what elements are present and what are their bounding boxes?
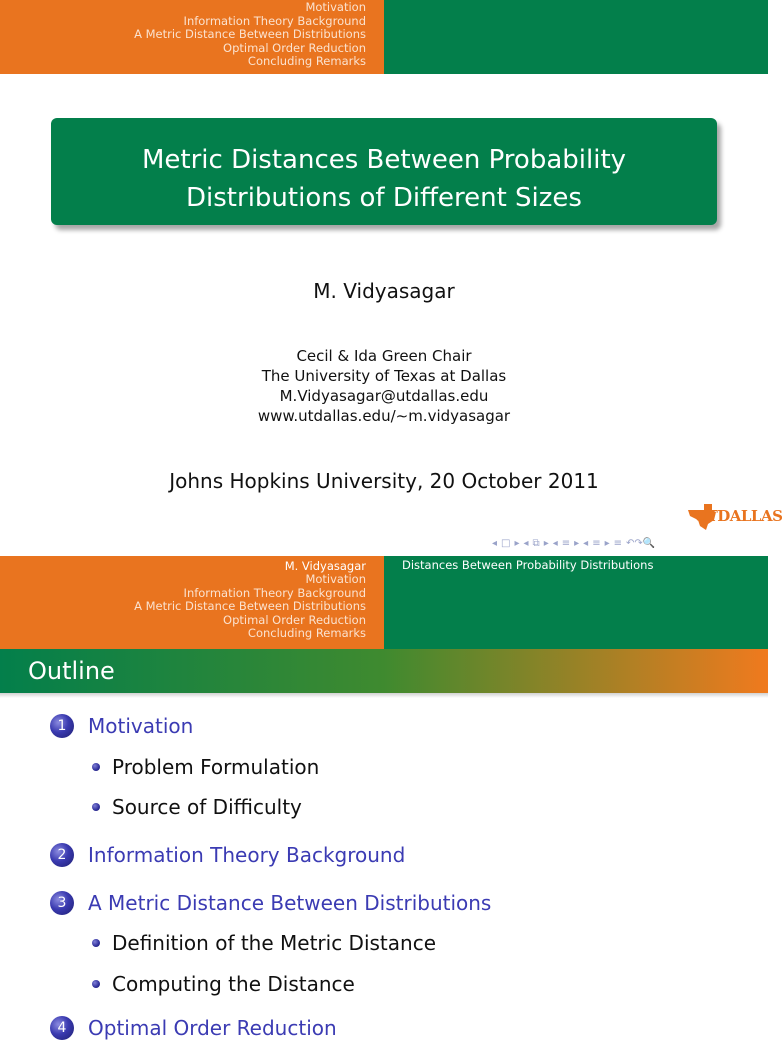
nav-next-doc-icon[interactable]: ▸ — [604, 537, 610, 549]
affiliation-chair: Cecil & Ida Green Chair — [296, 347, 472, 365]
outline-subsection[interactable] — [92, 972, 355, 996]
subsection-label: Problem Formulation — [112, 755, 320, 779]
subsection-label: Source of Difficulty — [112, 795, 302, 819]
affiliation-email: M.Vidyasagar@utdallas.edu — [279, 387, 489, 405]
nav-section-order-reduction[interactable]: Optimal Order Reduction — [223, 40, 366, 55]
frame-title-shadow — [0, 693, 768, 698]
bullet-icon — [92, 939, 100, 947]
outline-section[interactable] — [50, 714, 193, 738]
frame-title: Outline — [0, 649, 768, 693]
nav-prev-frame-icon[interactable]: ◂ — [492, 537, 498, 549]
section-number-ball: 2 — [50, 843, 74, 867]
outline-subsection[interactable] — [92, 795, 302, 819]
subsection-icon[interactable]: ⧉ — [532, 537, 540, 549]
outline-subsection[interactable] — [92, 755, 319, 779]
nav-section-order-reduction[interactable]: Optimal Order Reduction — [223, 612, 366, 627]
outline-subsection[interactable] — [92, 931, 436, 955]
frame-icon[interactable]: □ — [501, 537, 511, 549]
outline-section[interactable] — [50, 891, 491, 915]
title-line-1: Metric Distances Between Probability — [141, 145, 627, 175]
outline-list — [0, 704, 768, 1040]
header-author: M. Vidyasagar — [284, 559, 366, 573]
bullet-icon — [92, 763, 100, 771]
slide1-section-nav — [0, 0, 384, 74]
nav-section-concluding[interactable]: Concluding Remarks — [247, 54, 366, 69]
section-number-ball: 1 — [50, 714, 74, 738]
section-label: A Metric Distance Between Distributions — [88, 891, 492, 915]
section-label: Motivation — [88, 714, 194, 738]
presentation-venue-date: Johns Hopkins University, 20 October 2011 — [169, 469, 599, 493]
nav-next-subsection-icon[interactable]: ▸ — [543, 537, 549, 549]
nav-next-section-icon[interactable]: ▸ — [574, 537, 580, 549]
subsection-label: Computing the Distance — [112, 972, 355, 996]
nav-prev-doc-icon[interactable]: ◂ — [583, 537, 589, 549]
section-number-ball: 3 — [50, 891, 74, 915]
subsection-label: Definition of the Metric Distance — [112, 931, 437, 955]
back-forward-search-icon[interactable]: ↶↷🔍 — [626, 537, 656, 549]
affiliation-website: www.utdallas.edu/∼m.vidyasagar — [257, 407, 511, 425]
nav-section-info-theory[interactable]: Information Theory Background — [183, 13, 366, 28]
nav-section-metric-distance[interactable]: A Metric Distance Between Distributions — [134, 27, 366, 42]
nav-section-motivation[interactable]: Motivation — [305, 572, 366, 586]
section-label: Information Theory Background — [88, 843, 406, 867]
beamer-navigation-bar — [492, 536, 764, 550]
document-icon[interactable]: ≡ — [592, 537, 601, 549]
nav-section-concluding[interactable]: Concluding Remarks — [247, 626, 366, 641]
nav-section-info-theory[interactable]: Information Theory Background — [183, 585, 366, 600]
author-affiliation — [0, 346, 768, 426]
ut-dallas-logo-text: UTDALLAS — [694, 507, 782, 525]
section-label: Optimal Order Reduction — [88, 1016, 337, 1040]
bullet-icon — [92, 980, 100, 988]
section-icon[interactable]: ≡ — [561, 537, 571, 549]
section-number-ball: 4 — [50, 1016, 74, 1040]
outline-section[interactable] — [50, 1016, 337, 1040]
nav-section-metric-distance[interactable]: A Metric Distance Between Distributions — [134, 599, 366, 614]
slide1-header-right-panel — [384, 0, 768, 74]
nav-prev-section-icon[interactable]: ◂ — [552, 537, 558, 549]
bullet-icon — [92, 803, 100, 811]
slide1-header — [0, 0, 768, 74]
presentation-title-box — [51, 118, 717, 225]
nav-prev-subsection-icon[interactable]: ◂ — [523, 537, 529, 549]
outline-section[interactable] — [50, 843, 405, 867]
nav-next-frame-icon[interactable]: ▸ — [514, 537, 520, 549]
nav-section-motivation[interactable]: Motivation — [305, 0, 366, 14]
slide2-header — [0, 556, 768, 649]
appendix-icon[interactable]: ≡ — [613, 537, 623, 549]
title-line-2: Distributions of Different Sizes — [186, 183, 582, 213]
affiliation-university: The University of Texas at Dallas — [261, 367, 507, 385]
author-name: M. Vidyasagar — [313, 279, 455, 303]
header-short-title: Distances Between Probability Distributions — [384, 556, 768, 649]
slide2-section-nav — [0, 556, 384, 649]
